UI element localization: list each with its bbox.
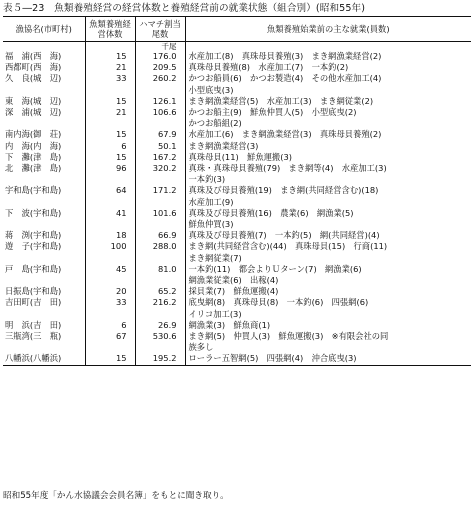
table-row <box>3 264 471 275</box>
footnote: 昭和55年度「かん水協議会会員名簿」をもとに聞き取り。 <box>3 491 229 501</box>
prior-jobs: 水産加工(6) まき網漁業経営(3) 真珠母貝養殖(2) <box>185 129 471 140</box>
table-row <box>3 129 471 140</box>
unit-label: 千尾 <box>135 42 185 52</box>
unit-row <box>3 42 471 52</box>
hamachi-quota: 106.6 <box>135 107 185 118</box>
prior-jobs: 真珠・真珠母貝養殖(79) まき網等(4) 水産加工(3) <box>185 163 471 174</box>
farm-count: 64 <box>85 185 135 196</box>
farm-count: 45 <box>85 264 135 275</box>
table-row <box>3 141 471 152</box>
table-row-continuation <box>3 197 471 208</box>
header-row <box>3 17 471 42</box>
hamachi-quota <box>135 219 185 230</box>
coop-name: 戸 島(宇和島) <box>5 263 62 274</box>
prior-jobs: 真珠及び母貝養殖(16) 農業(6) 網漁業(5) <box>185 208 471 219</box>
prior-jobs: 採貝業(7) 鮮魚運搬(4) <box>185 286 471 297</box>
farm-count <box>85 174 135 185</box>
coop-name: 宇和島(宇和島) <box>5 185 62 196</box>
hamachi-quota <box>135 174 185 185</box>
coop-name: 下 灘(津 島) <box>5 151 62 162</box>
prior-jobs: 水産加工(9) <box>185 197 471 208</box>
table-row <box>3 230 471 241</box>
hamachi-quota: 126.1 <box>135 96 185 107</box>
prior-jobs: かつお船員(6) かつお製造(4) その他水産加工(4) <box>185 73 471 84</box>
farm-count: 18 <box>85 230 135 241</box>
table-row <box>3 96 471 107</box>
table-row-continuation <box>3 275 471 286</box>
hamachi-quota: 216.2 <box>135 297 185 308</box>
farm-count: 21 <box>85 107 135 118</box>
table-title: 表５―23 魚類養殖経営の経営体数と養殖経営前の就業状態（組合別）(昭和55年) <box>3 3 366 14</box>
hamachi-quota: 26.9 <box>135 320 185 331</box>
table-row-continuation <box>3 85 471 96</box>
farm-count: 15 <box>85 96 135 107</box>
hamachi-quota: 65.2 <box>135 286 185 297</box>
prior-jobs: 族多し <box>185 342 471 353</box>
coop-name: 南内海(御 荘) <box>5 129 62 140</box>
coop-name: 西都町(西 海) <box>5 62 62 73</box>
coop-name: 内 海(内 海) <box>5 140 62 151</box>
farm-count: 67 <box>85 331 135 342</box>
coop-name: 三瓶湾(三 瓶) <box>5 331 62 342</box>
coop-name: 下 波(宇和島) <box>5 207 62 218</box>
coop-name: 明 浜(吉 田) <box>5 319 62 330</box>
farm-count: 20 <box>85 286 135 297</box>
hamachi-quota: 167.2 <box>135 152 185 163</box>
hamachi-quota: 176.0 <box>135 51 185 62</box>
farm-count: 15 <box>85 353 135 365</box>
hamachi-quota: 101.6 <box>135 208 185 219</box>
coop-name: 久 良(城 辺) <box>5 73 62 84</box>
prior-jobs: まき網(5) 仲買人(3) 鮮魚運搬(3) ※有限会社の同 <box>185 331 471 342</box>
table-row-continuation <box>3 253 471 264</box>
coop-name: 遊 子(宇和島) <box>5 241 62 252</box>
coop-name <box>3 275 85 286</box>
hamachi-quota: 50.1 <box>135 141 185 152</box>
farm-count: 21 <box>85 62 135 73</box>
prior-jobs: まき網漁業経営(5) 水産加工(3) まき網従業(2) <box>185 96 471 107</box>
farm-count <box>85 197 135 208</box>
table-row <box>3 331 471 342</box>
hamachi-quota: 530.6 <box>135 331 185 342</box>
prior-jobs: 真珠母貝(11) 鮮魚運搬(3) <box>185 152 471 163</box>
farm-count: 6 <box>85 320 135 331</box>
header-jobs: 魚類養殖始業前の主な就業(員数) <box>185 17 471 42</box>
header-count <box>85 17 135 42</box>
prior-jobs: 一本釣(11) 都会よりＵターン(7) 網漁業(6) <box>185 264 471 275</box>
hamachi-quota: 171.2 <box>135 185 185 196</box>
farm-count: 96 <box>85 163 135 174</box>
table-row-continuation <box>3 219 471 230</box>
prior-jobs: 鮮魚仲買(3) <box>185 219 471 230</box>
farm-count <box>85 118 135 129</box>
coop-name <box>3 118 85 129</box>
table-row-continuation <box>3 118 471 129</box>
farm-count <box>85 253 135 264</box>
coop-name <box>3 174 85 185</box>
prior-jobs: 真珠及び母貝養殖(7) 一本釣(5) 網(共同経営)(4) <box>185 230 471 241</box>
farm-count <box>85 275 135 286</box>
table-row <box>3 185 471 196</box>
table-row <box>3 353 471 365</box>
hamachi-quota <box>135 309 185 320</box>
farm-count <box>85 309 135 320</box>
hamachi-quota: 320.2 <box>135 163 185 174</box>
prior-jobs: かつお船主(9) 鮮魚仲買人(5) 小型底曳(2) <box>185 107 471 118</box>
table-row <box>3 163 471 174</box>
farm-count: 41 <box>85 208 135 219</box>
coop-name <box>3 342 85 353</box>
coop-name: 蒋 渕(宇和島) <box>5 230 62 241</box>
hamachi-quota: 288.0 <box>135 241 185 252</box>
prior-jobs: まき網漁業経営(3) <box>185 141 471 152</box>
table-body <box>3 42 471 366</box>
prior-jobs: 網漁業(3) 鮮魚商(1) <box>185 320 471 331</box>
farm-count: 6 <box>85 141 135 152</box>
prior-jobs: イリコ加工(3) <box>185 309 471 320</box>
coop-name: 深 浦(城 辺) <box>5 107 62 118</box>
table-row <box>3 286 471 297</box>
prior-jobs: 真珠母貝養殖(8) 水産加工(7) 一本釣(2) <box>185 62 471 73</box>
prior-jobs: 真珠及び母貝養殖(19) まき網(共同経営含む)(18) <box>185 185 471 196</box>
header-count-text: 魚類養殖経営体数 <box>89 19 131 39</box>
table-row <box>3 297 471 308</box>
table-row <box>3 241 471 252</box>
coop-name <box>3 197 85 208</box>
prior-jobs: 底曳網(8) 真珠母貝(8) 一本釣(6) 四張網(6) <box>185 297 471 308</box>
farm-count: 15 <box>85 129 135 140</box>
prior-jobs: 一本釣(3) <box>185 174 471 185</box>
table-row <box>3 73 471 84</box>
hamachi-quota <box>135 275 185 286</box>
table-row <box>3 320 471 331</box>
hamachi-quota: 66.9 <box>135 230 185 241</box>
header-quota <box>135 17 185 42</box>
farm-count: 15 <box>85 152 135 163</box>
hamachi-quota <box>135 85 185 96</box>
hamachi-quota: 67.9 <box>135 129 185 140</box>
table-row <box>3 51 471 62</box>
header-coop: 漁協名(市町村) <box>3 17 85 42</box>
farm-count <box>85 342 135 353</box>
table-row <box>3 107 471 118</box>
hamachi-quota: 209.5 <box>135 62 185 73</box>
coop-name: 北 灘(津 島) <box>5 163 62 174</box>
table-row-continuation <box>3 174 471 185</box>
table-row <box>3 208 471 219</box>
table-row-continuation <box>3 342 471 353</box>
farm-count: 33 <box>85 73 135 84</box>
coop-name: 八幡浜(八幡浜) <box>3 353 85 365</box>
hamachi-quota: 81.0 <box>135 264 185 275</box>
coop-name <box>3 253 85 264</box>
prior-jobs: かつお船組(2) <box>185 118 471 129</box>
prior-jobs: ローラー五智網(5) 四張網(4) 沖合底曳(3) <box>185 353 471 365</box>
prior-jobs: まき網(共同経営含む)(44) 真珠母貝(15) 行商(11) <box>185 241 471 252</box>
coop-name <box>3 85 85 96</box>
coop-name <box>3 219 85 230</box>
prior-jobs: 小型底曳(3) <box>185 85 471 96</box>
coop-name: 日振島(宇和島) <box>5 286 62 297</box>
prior-jobs: 水産加工(8) 真珠母貝養殖(3) まき網漁業経営(2) <box>185 51 471 62</box>
prior-jobs: まき網従業(7) <box>185 253 471 264</box>
coop-name <box>3 309 85 320</box>
hamachi-quota: 195.2 <box>135 353 185 365</box>
farm-count <box>85 219 135 230</box>
hamachi-quota <box>135 342 185 353</box>
table-row <box>3 152 471 163</box>
employment-table <box>3 16 471 366</box>
prior-jobs: 網漁業従業(6) 出稼(4) <box>185 275 471 286</box>
hamachi-quota: 260.2 <box>135 73 185 84</box>
hamachi-quota <box>135 197 185 208</box>
farm-count: 15 <box>85 51 135 62</box>
farm-count <box>85 85 135 96</box>
table-row <box>3 62 471 73</box>
hamachi-quota <box>135 118 185 129</box>
farm-count: 100 <box>85 241 135 252</box>
coop-name: 福 浦(西 海) <box>5 51 62 61</box>
coop-name: 吉田町(吉 田) <box>5 297 62 308</box>
header-quota-text: ハマチ割当尾数 <box>139 19 181 39</box>
farm-count: 33 <box>85 297 135 308</box>
coop-name: 東 海(城 辺) <box>5 95 62 106</box>
table-row-continuation <box>3 309 471 320</box>
hamachi-quota <box>135 253 185 264</box>
